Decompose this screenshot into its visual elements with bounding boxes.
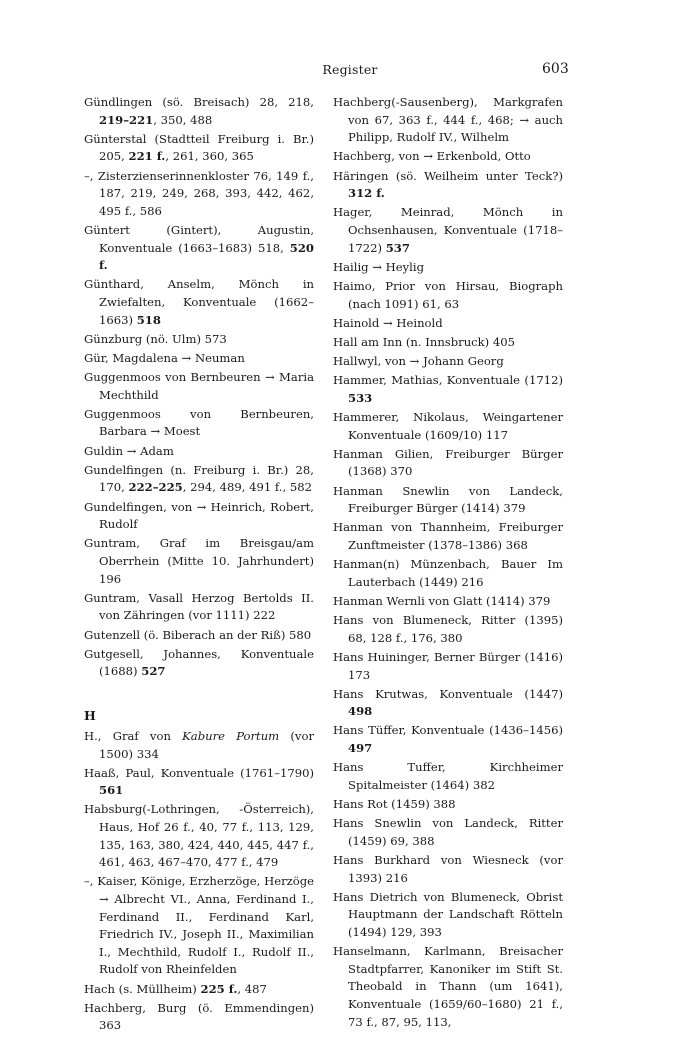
index-entry: Hans Krutwas, Konventuale (1447) 498 [333,686,563,719]
index-entry: Hanman Gilien, Freiburger Bürger (1368) 370 [333,446,563,479]
index-entry: Hachberg, von → Erkenbold, Otto [333,149,531,164]
index-entry: Hans von Blumeneck, Ritter (1395) 68, 128 f., 176, 380 [333,613,563,645]
index-entry: Gutenzell (ö. Biberach an der Riß) 580 [84,627,312,642]
running-head [0,62,700,80]
index-entry: Hanman(n) Münzenbach, Bauer Im Lauterbach (1449) 216 [333,557,563,589]
index-entry: Guntram, Vasall Herzog Bertolds II. von Zähringen (vor 1111) 222 [84,590,314,623]
index-entry: Gutgesell, Johannes, Konventuale (1688) 527 [84,646,314,679]
entry-list-g [84,94,314,681]
index-entry: Gür, Magdalena → Neuman [84,350,245,365]
index-entry: Guntram, Graf im Breisgau/am Oberrhein (Mitte 10. Jahrhundert) 196 [84,536,314,586]
section-letter-h: H [84,707,96,723]
index-entry: Haaß, Paul, Konventuale (1761–1790) 561 [84,765,314,798]
index-entry: Hammerer, Nikolaus, Weingartener Konventuale (1609/10) 117 [333,410,563,442]
index-entry: Hans Tuffer, Kirchheimer Spitalmeister (1464) 382 [333,760,563,792]
index-entry: Hainold → Heinold [333,315,443,330]
index-entry: Hans Rot (1459) 388 [333,797,456,812]
page-number: 603 [542,61,569,77]
index-entry: Guggenmoos von Bernbeuren → Maria Mechthild [84,370,314,402]
index-entry: Häringen (sö. Weilheim unter Teck?) 312 f. [333,168,563,201]
index-entry: Günzburg (nö. Ulm) 573 [84,331,227,346]
index-entry: Hanman von Thannheim, Freiburger Zunftmeister (1378–1386) 368 [333,520,563,552]
running-title: Register [322,62,378,77]
right-column [333,94,563,1033]
index-entry: Haimo, Prior von Hirsau, Biograph (nach 1091) 61, 63 [333,278,563,311]
index-entry: Habsburg(-Lothringen, -Österreich), Haus, Hof 26 f., 40, 77 f., 113, 129, 135, 163, 380, 424, 440, 445, 447 f., 461, 463, 467–470, 477 f., 479 [84,802,314,870]
index-entry: Gündlingen (sö. Breisach) 28, 218, 219–221, 350, 488 [84,95,314,127]
index-entry: Hans Snewlin von Landeck, Ritter (1459) 69, 388 [333,816,563,848]
index-entry: Hachberg, Burg (ö. Emmendingen) 363 [84,1000,314,1033]
index-entry: –, Zisterzienserinnenkloster 76, 149 f., 187, 219, 249, 268, 393, 442, 462, 495 f., 586 [84,168,314,218]
index-entry: Gundelfingen (n. Freiburg i. Br.) 28, 170, 222–225, 294, 489, 491 f., 582 [84,462,314,495]
left-column [84,94,314,1037]
index-entry: Hachberg(-Sausenberg), Markgrafen von 67, 363 f., 444 f., 468; → auch Philipp, Rudolf IV., Wilhelm [333,95,563,145]
entry-list-h [84,728,314,1035]
index-entry: Hammer, Mathias, Konventuale (1712) 533 [333,373,563,405]
index-entry: Hailig → Heylig [333,259,425,274]
index-entry: Hallwyl, von → Johann Georg [333,354,504,369]
index-entry: Hans Tüffer, Konventuale (1436–1456) 497 [333,723,563,756]
index-entry: –, Kaiser, Könige, Erzherzöge, Herzöge → Albrecht VI., Anna, Ferdinand I., Ferdinand II., Ferdinand Karl, Friedrich IV., Joseph II., Maximilian I., Mechthild, Rudolf I., Rudolf II., Rudolf von Rheinfelden [84,874,314,977]
index-entry: Hall am Inn (n. Innsbruck) 405 [333,334,516,349]
index-entry: Hans Huininger, Berner Bürger (1416) 173 [333,649,563,682]
index-entry: Hach (s. Müllheim) 225 f., 487 [84,981,267,996]
index-entry: Hans Burkhard von Wiesneck (vor 1393) 216 [333,853,563,885]
index-entry: Hanman Wernli von Glatt (1414) 379 [333,593,551,608]
index-entry: Gundelfingen, von → Heinrich, Robert, Rudolf [84,499,314,532]
index-entry: Güntert (Gintert), Augustin, Konventuale (1663–1683) 518, 520 f. [84,222,314,273]
index-entry: H., Graf von Kabure Portum (vor 1500) 334 [84,728,314,761]
index-entry: Hans Dietrich von Blumeneck, Obrist Hauptmann der Landschaft Rötteln (1494) 129, 393 [333,889,563,939]
index-entry: Guldin → Adam [84,443,174,458]
index-entry: Hanman Snewlin von Landeck, Freiburger Bürger (1414) 379 [333,483,563,516]
index-entry: Günterstal (Stadtteil Freiburg i. Br.) 205, 221 f., 261, 360, 365 [84,131,314,164]
index-entry: Hager, Meinrad, Mönch in Ochsenhausen, Konventuale (1718–1722) 537 [333,205,563,255]
index-entry: Guggenmoos von Bernbeuren, Barbara → Moest [84,406,314,439]
index-entry: Günthard, Anselm, Mönch in Zwiefalten, Konventuale (1662–1663) 518 [84,277,314,327]
index-entry: Hanselmann, Karlmann, Breisacher Stadtpfarrer, Kanoniker im Stift St. Theobald in Thann (um 1641), Konventuale (1659/60–1680) 21 f., 73 f., 87, 95, 113, [333,944,563,1029]
